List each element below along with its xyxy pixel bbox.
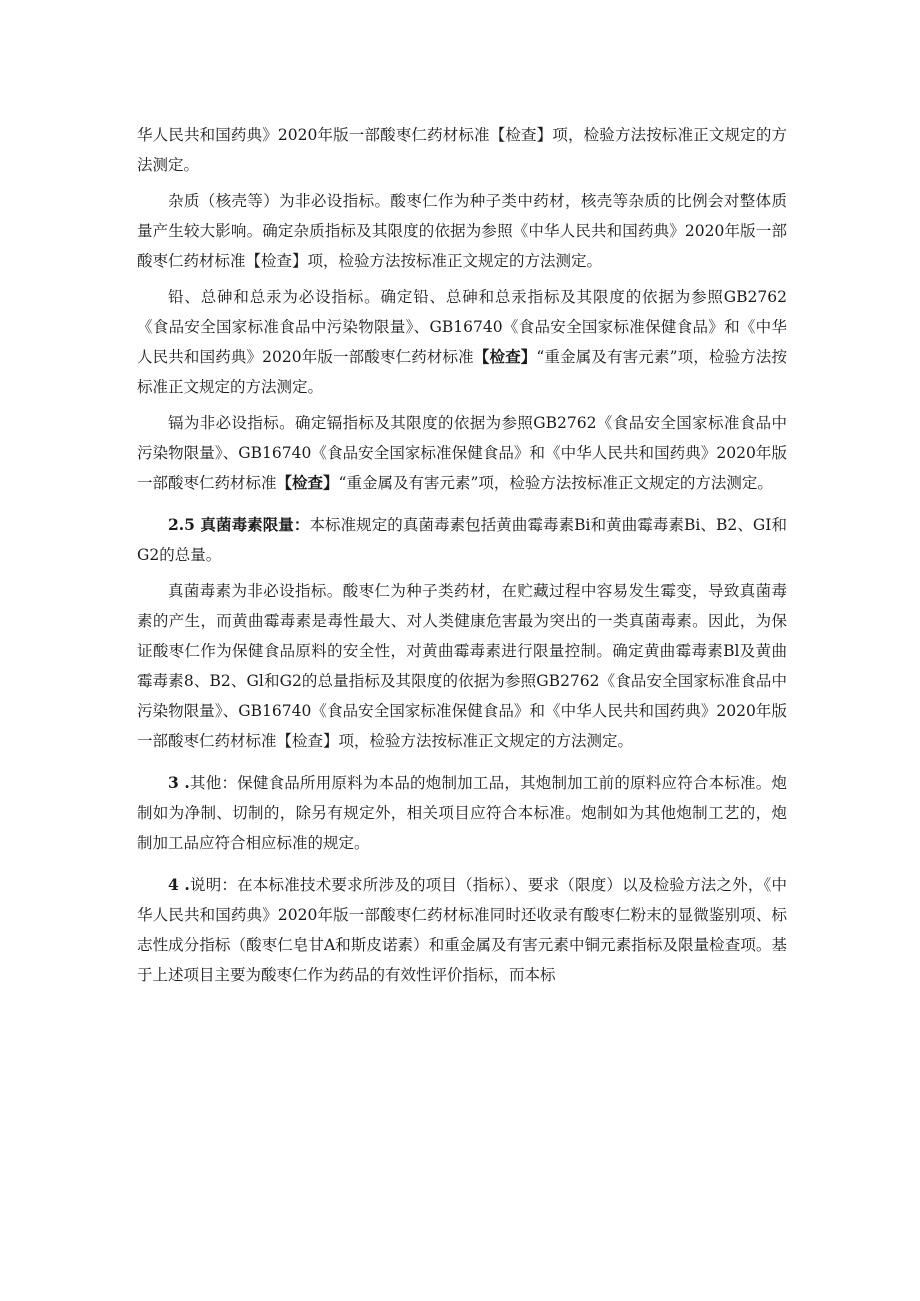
section-2-5-heading: 2.5 真菌毒素限量：: [168, 515, 310, 534]
paragraph-lead-text-b: “重金属及有害元素”项，检验方法按标准正文规定的方法测定。: [137, 348, 787, 396]
section-4-heading: 4 .: [168, 875, 190, 894]
paragraph-mycotoxin-detail: [137, 576, 787, 756]
paragraph-1-text: 华人民共和国药典》2020年版一部酸枣仁药材标准【检查】项，检验方法按标准正文规定的方法测定。: [137, 126, 787, 174]
document-page: [137, 120, 787, 996]
paragraph-impurity-text: 杂质（核壳等）为非必设指标。酸枣仁作为种子类中药材，核壳等杂质的比例会对整体质量产生较大影响。确定杂质指标及其限度的依据为参照《中华人民共和国药典》2020年版一部酸枣仁药材标准【检查】项，检验方法按标准正文规定的方法测定。: [137, 192, 787, 270]
paragraph-impurity: [137, 186, 787, 276]
paragraph-cadmium-text-bold: 【检查】: [276, 473, 339, 492]
paragraph-cadmium: [137, 408, 787, 498]
section-3-text: 其他：保健食品所用原料为本品的炮制加工品，其炮制加工前的原料应符合本标准。炮制如为净制、切制的，除另有规定外，相关项目应符合本标准。炮制如为其他炮制工艺的，炮制加工品应符合相应标准的规定。: [137, 774, 787, 852]
section-2-5-mycotoxin: [137, 510, 787, 570]
paragraph-lead-text-bold: 【检查】: [473, 347, 537, 366]
section-2-5-text: 本标准规定的真菌毒素包括黄曲霉毒素Bi和黄曲霉毒素Bi、B2、GI和G2的总量。: [137, 516, 787, 564]
paragraph-lead-text-a: 铅、总砷和总汞为必设指标。确定铅、总砷和总汞指标及其限度的依据为参照GB2762《食品安全国家标准食品中污染物限量》、GB16740《食品安全国家标准保健食品》和《中华人民共和国药典》2020年版一部酸枣仁药材标准: [137, 288, 787, 366]
section-4-notes: [137, 870, 787, 990]
section-3-heading: 3 .: [168, 773, 190, 792]
paragraph-lead-arsenic-mercury: [137, 282, 787, 402]
paragraph-mycotoxin-detail-text: 真菌毒素为非必设指标。酸枣仁为种子类药材，在贮藏过程中容易发生霉变，导致真菌毒素的产生，而黄曲霉毒素是毒性最大、对人类健康危害最为突出的一类真菌毒素。因此，为保证酸枣仁作为保健食品原料的安全性，对黄曲霉毒素进行限量控制。确定黄曲霉毒素Bl及黄曲霉毒素8、B2、Gl和G2的总量指标及其限度的依据为参照GB2762《食品安全国家标准食品中污染物限量》、GB16740《食品安全国家标准保健食品》和《中华人民共和国药典》2020年版一部酸枣仁药材标准【检查】项，检验方法按标准正文规定的方法测定。: [137, 582, 787, 750]
paragraph-cadmium-text-b: “重金属及有害元素”项，检验方法按标准正文规定的方法测定。: [338, 474, 773, 492]
paragraph-1: [137, 120, 787, 180]
paragraph-cadmium-text-a: 镉为非必设指标。确定镉指标及其限度的依据为参照GB2762《食品安全国家标准食品中污染物限量》、GB16740《食品安全国家标准保健食品》和《中华人民共和国药典》2020年版一部酸枣仁药材标准: [137, 414, 787, 492]
section-4-text: 说明：在本标准技术要求所涉及的项目（指标）、要求（限度）以及检验方法之外，《中华人民共和国药典》2020年版一部酸枣仁药材标准同时还收录有酸枣仁粉末的显微鉴别项、标志性成分指标（酸枣仁皂甘A和斯皮诺素）和重金属及有害元素中铜元素指标及限量检查项。基于上述项目主要为酸枣仁作为药品的有效性评价指标，而本标: [137, 876, 787, 984]
section-3-other: [137, 768, 787, 858]
